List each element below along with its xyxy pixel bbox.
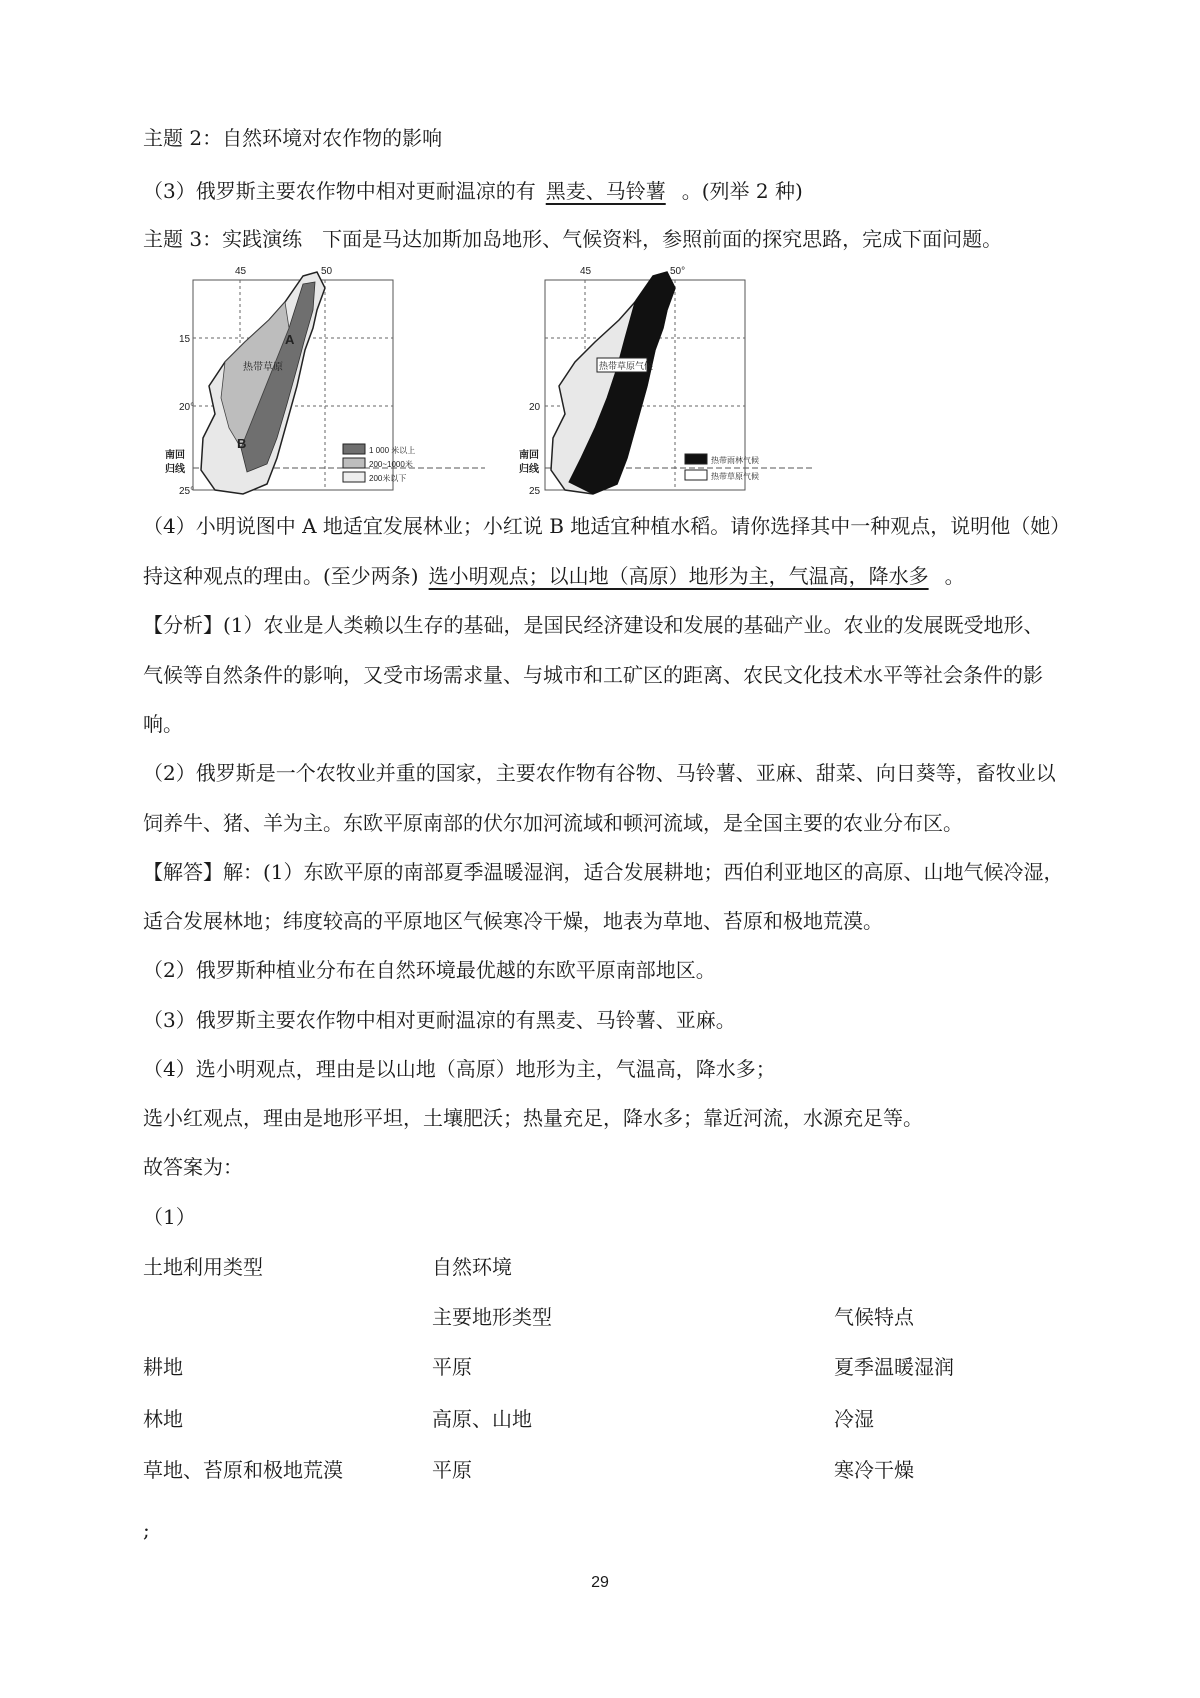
map-label-b: B <box>237 436 247 451</box>
table-cell: 高原、山地 <box>432 1407 532 1431</box>
tropic-label: 归线 <box>519 464 539 475</box>
tropic-label: 归线 <box>165 464 185 475</box>
longitude-label: 45 <box>235 266 247 277</box>
map-center-label: 热带草原 <box>243 362 283 373</box>
table-cell: 寒冷干燥 <box>834 1458 914 1482</box>
text-line: （4）小明说图中 A 地适宜发展林业；小红说 B 地适宜种植水稻。请你选择其中一种观点，说明他（她） <box>143 514 1071 538</box>
legend-label: 热带草原气候 <box>711 472 759 481</box>
terrain-map <box>165 258 485 503</box>
text-segment: 持这种观点的理由。(至少两条) <box>143 564 419 588</box>
question-4-answer <box>143 562 965 590</box>
latitude-label: 25° <box>179 486 195 497</box>
text-line: （4）选小明观点，理由是以山地（高原）地形为主，气温高，降水多； <box>143 1057 776 1081</box>
table-cell: 耕地 <box>143 1355 183 1379</box>
longitude-label: 45 <box>580 266 592 277</box>
latitude-label: 25 <box>529 486 541 497</box>
text-line: ; <box>143 1518 150 1542</box>
tropic-label: 南回 <box>165 450 185 461</box>
legend-label: 1 000 米以上 <box>369 446 416 455</box>
table-cell: 平原 <box>432 1355 472 1379</box>
text-line: 气候等自然条件的影响，又受市场需求量、与城市和工矿区的距离、农民文化技术水平等社会条件的影 <box>143 663 1043 687</box>
text-line: 饲养牛、猪、羊为主。东欧平原南部的伏尔加河流域和顿河流域，是全国主要的农业分布区。 <box>143 811 963 835</box>
longitude-label: 50 <box>321 266 333 277</box>
text-line: （2）俄罗斯种植业分布在自然环境最优越的东欧平原南部地区。 <box>143 958 716 982</box>
page-number: 29 <box>591 1574 609 1591</box>
table-cell: 草地、苔原和极地荒漠 <box>143 1458 343 1482</box>
latitude-label: 20° <box>179 402 195 413</box>
text-line: 故答案为： <box>143 1155 243 1179</box>
answer-underline: 选小明观点；以山地（高原）地形为主，气温高，降水多 <box>428 564 929 588</box>
question-3 <box>143 177 803 205</box>
text-line: 【解答】解：(1）东欧平原的南部夏季温暖湿润，适合发展耕地；西伯利亚地区的高原、山地气候冷湿， <box>143 860 1064 884</box>
text-line: 【分析】(1）农业是人类赖以生存的基础，是国民经济建设和发展的基础产业。农业的发展既受地形、 <box>143 613 1044 637</box>
text-segment: （3）俄罗斯主要农作物中相对更耐温凉的有 <box>143 179 536 203</box>
tropic-label: 南回 <box>519 450 539 461</box>
latitude-label: 15 <box>179 334 191 345</box>
table-header: 自然环境 <box>432 1255 512 1279</box>
text-line: 主题 3：实践演练 下面是马达加斯加岛地形、气候资料，参照前面的探究思路，完成下面问题。 <box>143 227 1003 251</box>
legend-label: 200米以下 <box>369 474 407 483</box>
text-segment: 。(列举 2 种) <box>681 179 803 203</box>
table-header: 气候特点 <box>834 1305 914 1329</box>
latitude-label: 20 <box>529 402 541 413</box>
legend-label: 200~1000米 <box>369 460 413 469</box>
text-line: 主题 2：自然环境对农作物的影响 <box>143 126 443 150</box>
text-line: （2）俄罗斯是一个农牧业并重的国家，主要农作物有谷物、马铃薯、亚麻、甜菜、向日葵等，畜牧业以 <box>143 761 1056 785</box>
answer-underline: 黑麦、马铃薯 <box>545 179 666 203</box>
table-cell: 夏季温暖湿润 <box>834 1355 954 1379</box>
longitude-label: 50° <box>670 266 686 277</box>
text-segment: 。 <box>944 564 965 588</box>
text-line: （1） <box>143 1205 196 1229</box>
table-cell: 林地 <box>143 1407 183 1431</box>
text-line: 选小红观点，理由是地形平坦，土壤肥沃；热量充足，降水多；靠近河流，水源充足等。 <box>143 1106 923 1130</box>
map-center-label: 热带草原气候 <box>599 361 654 371</box>
table-cell: 冷湿 <box>834 1407 874 1431</box>
text-line: 适合发展林地；纬度较高的平原地区气候寒冷干燥，地表为草地、苔原和极地荒漠。 <box>143 909 883 933</box>
text-line: （3）俄罗斯主要农作物中相对更耐温凉的有黑麦、马铃薯、亚麻。 <box>143 1008 736 1032</box>
legend-label: 热带雨林气候 <box>711 456 759 465</box>
table-header: 土地利用类型 <box>143 1255 263 1279</box>
map-label-a: A <box>285 332 295 347</box>
climate-map <box>519 258 825 503</box>
text-line: 响。 <box>143 712 183 736</box>
table-header: 主要地形类型 <box>432 1305 552 1329</box>
table-cell: 平原 <box>432 1458 472 1482</box>
